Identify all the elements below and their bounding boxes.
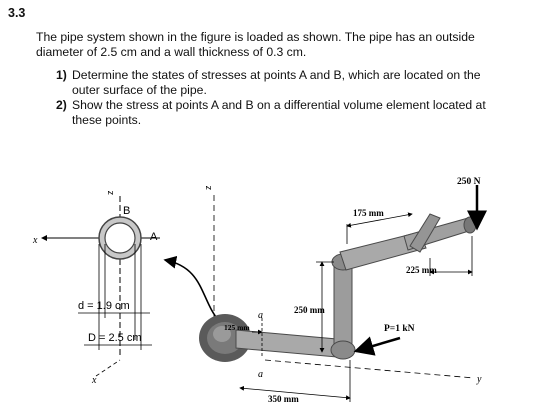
cross-section-detail — [32, 190, 160, 386]
task-1 — [56, 68, 496, 98]
dim-225-label: 225 mm — [406, 265, 437, 275]
problem-statement: The pipe system shown in the figure is loaded as shown. The pipe has an outside diameter of 2.5 cm and a wall thickness of 0.3 cm. — [36, 30, 475, 59]
task-2-text: Show the stress at points A and B on a differential volume element located at these points. — [72, 98, 486, 127]
task-1-text: Determine the states of stresses at points A and B, which are located on the outer surface of the pipe. — [72, 68, 481, 97]
section-x-label: x — [33, 235, 38, 246]
point-b-label: B — [123, 205, 131, 217]
section-a-top-label: a — [258, 310, 263, 321]
load-p-arrow — [356, 338, 400, 351]
task-2-number: 2) — [56, 98, 67, 112]
load-p-label: P=1 kN — [384, 324, 415, 334]
pipe-segment-base — [236, 330, 348, 358]
pipe-inner-bore — [105, 223, 135, 253]
section-a-bottom-label: a — [258, 369, 263, 380]
pipe-z-label: z — [203, 185, 213, 190]
load-250n-label: 250 N — [457, 177, 481, 187]
pipe-y-label: y — [477, 374, 482, 385]
inner-diameter-label: d = 1.9 cm — [78, 300, 130, 312]
pipe-system-figure — [0, 160, 534, 416]
dim-175-label: 175 mm — [353, 208, 384, 218]
task-2 — [56, 98, 496, 128]
problem-number: 3.3 — [8, 6, 26, 20]
pipe-y-axis — [265, 360, 474, 378]
dim-125-label: 125 mm — [224, 323, 250, 332]
dim-250-label: 250 mm — [294, 305, 325, 315]
section-x-label-lower: x — [92, 375, 97, 386]
dim-350-label: 350 mm — [268, 394, 299, 404]
point-a-label: A — [150, 231, 158, 243]
detail-leader-arrow — [165, 260, 220, 322]
section-z-label: z — [105, 190, 115, 195]
outer-diameter-label: D = 2.5 cm — [88, 332, 142, 344]
pipe-system-3d — [199, 177, 482, 404]
pipe-riser — [334, 260, 352, 352]
task-1-number: 1) — [56, 68, 67, 82]
